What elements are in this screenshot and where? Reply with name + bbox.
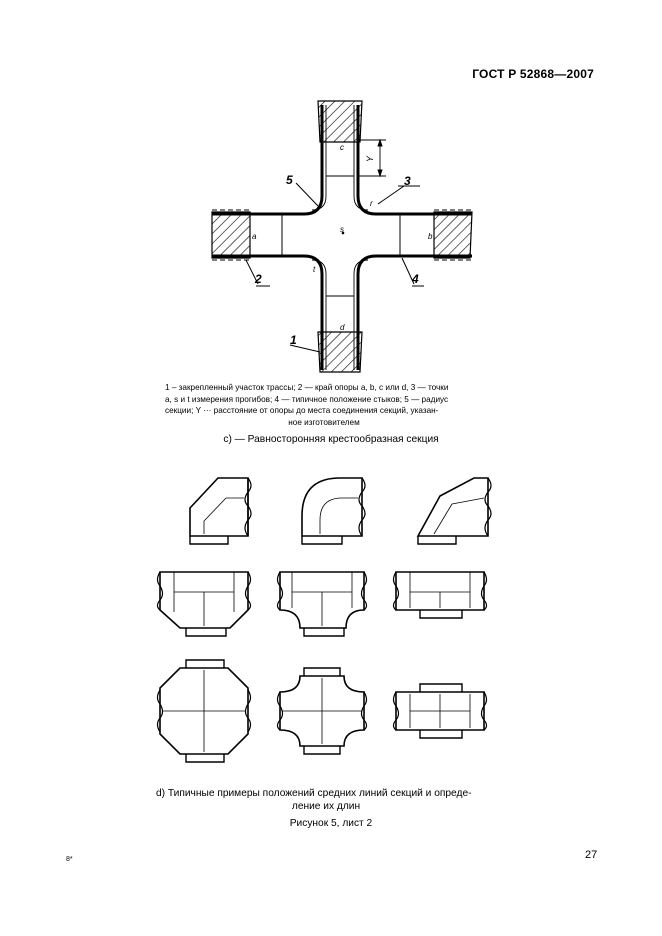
- legend-line: секции; Y ··· расстояние от опоры до места соединения секций, указан-: [165, 406, 439, 416]
- elbow-curved: [302, 478, 365, 544]
- tee-mitred: [158, 572, 251, 636]
- legend-line: 1 – закрепленный участок трассы; 2 — край опоры a, b, c или d, 3 — точки: [165, 383, 449, 392]
- figure-c-legend: [165, 382, 483, 428]
- support-left: [212, 210, 250, 260]
- cross-mitred: [158, 660, 251, 762]
- point-a: a: [252, 232, 257, 241]
- callout-2: 2: [255, 272, 262, 286]
- cross-curved: [278, 668, 367, 754]
- callout-4: 4: [412, 272, 419, 286]
- elbow-angled: [418, 478, 491, 544]
- figure-c-title: с) — Равносторонняя крестообразная секция: [223, 434, 439, 445]
- callout-5: 5: [286, 173, 293, 187]
- figure-d-title-line2: ление их длин: [291, 801, 361, 812]
- support-right: [434, 210, 472, 260]
- figure-caption: Рисунок 5, лист 2: [289, 818, 373, 829]
- support-bottom: [318, 332, 362, 372]
- point-d: d: [340, 323, 345, 332]
- tee-curved: [278, 572, 367, 636]
- footer-mark: 8*: [66, 856, 73, 863]
- callout-1: 1: [290, 333, 297, 347]
- standard-header: ГОСТ Р 52868—2007: [472, 67, 594, 81]
- elbow-mitred: [190, 478, 251, 544]
- dim-y: Y: [365, 155, 375, 162]
- figure-d-title-line1: d) Типичные примеры положений средних линий секций и опреде-: [156, 788, 472, 799]
- examples-drawing: [158, 478, 492, 762]
- page-number: 27: [585, 849, 598, 861]
- point-r: r: [370, 199, 373, 208]
- legend-line: ное изготовителем: [288, 417, 360, 427]
- point-t: t: [313, 265, 316, 274]
- point-c: c: [340, 143, 344, 152]
- point-s: s: [340, 225, 344, 234]
- figure-d-title: [156, 787, 496, 813]
- tee-square: [394, 572, 487, 618]
- callout-3: 3: [404, 174, 411, 188]
- legend-line: a, s и t измерения прогибов; 4 — типичное положение стыков; 5 — радиус: [165, 394, 449, 404]
- cross-square: [394, 684, 487, 738]
- support-top: [318, 101, 362, 142]
- point-b: b: [428, 232, 433, 241]
